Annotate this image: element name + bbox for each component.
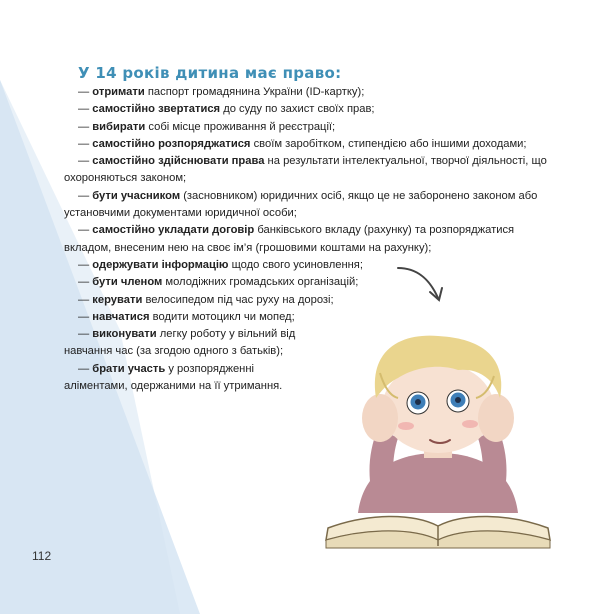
list-item: — отримати паспорт громадянина України (ID-картку); xyxy=(78,86,365,98)
list-item: — навчатися водити мотоцикл чи мопед; xyxy=(78,310,295,323)
list-item: — бути членом молодіжних громадських організацій; xyxy=(78,276,359,289)
list-item: — виконувати легку роботу у вільний від навчання час (за згодою одного з батьків); xyxy=(64,328,296,358)
list-item: — керувати велосипедом під час руху на дорозі; xyxy=(78,293,334,306)
list-item: — самостійно укладати договір банківського вкладу (рахунку) та розпоряджатися вкладом, внесеним нею на своє ім’я (грошовими коштами на рахунку); xyxy=(64,224,515,254)
list-item: — бути учасником (засновником) юридичних осіб, якщо це не заборонено законом або установчими документами юридичної особи; xyxy=(64,189,538,220)
list-item: — самостійно звертатися до суду по захист своїх прав; xyxy=(78,103,375,116)
list-item: — одержувати інформацію щодо свого усиновлення; xyxy=(78,258,363,271)
child-reading-illustration xyxy=(318,258,598,558)
list-item: — вибирати собі місце проживання й реєстрації; xyxy=(78,120,336,133)
page-number: 112 xyxy=(32,549,52,563)
list-item: — самостійно розпоряджатися своїм заробітком, стипендією або іншими доходами; xyxy=(78,137,527,150)
curved-arrow-icon xyxy=(398,268,442,300)
list-item: — самостійно здійснювати права на результати інтелектуальної, творчої діяльності, що охороняються законом; xyxy=(64,155,547,185)
list-item: — брати участь у розпорядженні аліментами, одержаними на її утримання. xyxy=(64,362,283,393)
section-heading: У 14 років дитина має право: xyxy=(78,64,342,82)
